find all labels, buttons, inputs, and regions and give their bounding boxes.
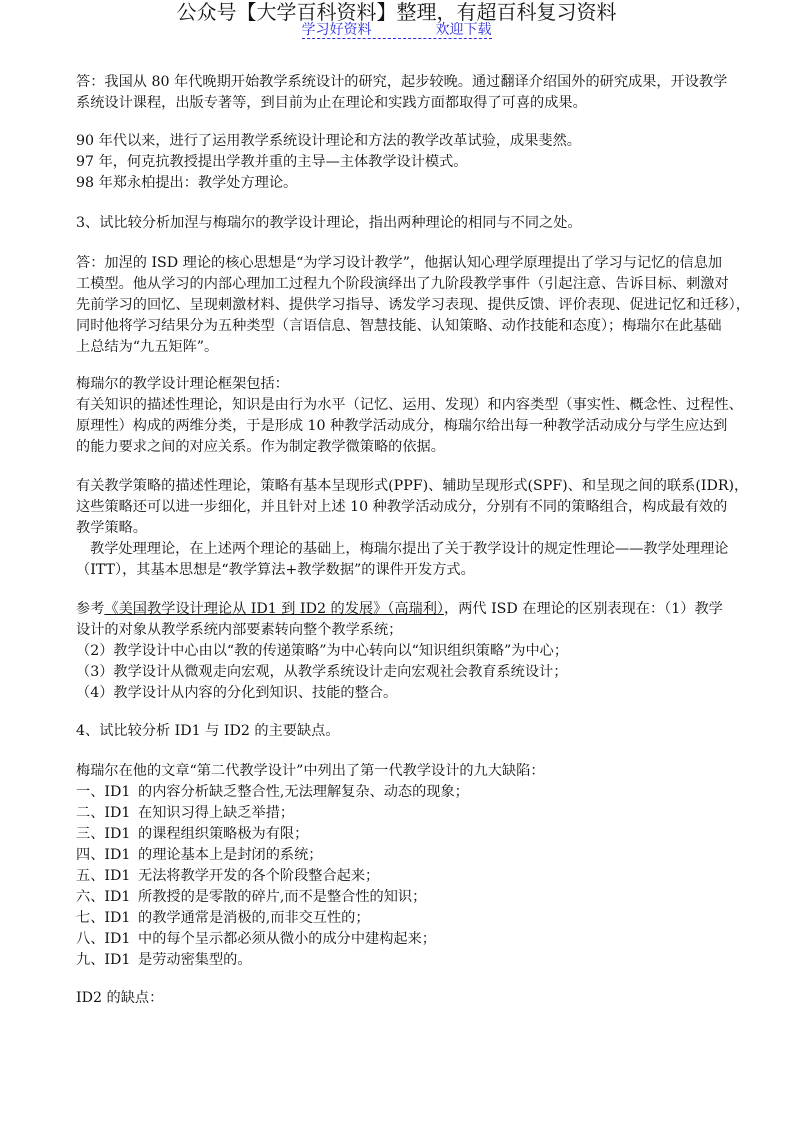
link-right: 欢迎下载 [435,22,492,38]
text-line: 有关教学策略的描述性理论，策略有基本呈现形式(PPF)、辅助呈现形式(SPF)、和呈现之间的联系(IDR)， [76,478,749,494]
list-text: 的内容分析缺乏整合性,无法理解复杂、动态的现象； [138,784,469,800]
text-line: 原理性）构成的两维分类，于是形成 10 种教学活动成分，梅瑞尔给出每一种教学活动成分与学生应达到 [76,418,728,434]
reference-suffix: ，两代 ISD 在理论的区别表现在：（1）教学 [444,601,723,617]
text-line: （4）教学设计从内容的分化到知识、技能的整合。 [76,685,398,701]
header-link[interactable] [302,22,492,39]
list-label: 七、ID1 [76,910,131,926]
list-label: 一、ID1 [76,784,131,800]
question-3: 3、试比较分析加涅与梅瑞尔的教学设计理论，指出两种理论的相同与不同之处。 [76,215,582,231]
list-item [76,866,736,887]
list-label: 二、ID1 [76,805,131,821]
text-line: 有关知识的描述性理论，知识是由行为水平（记忆、运用、发现）和内容类型（事实性、概念性、过程性、 [76,397,743,413]
text-line: 梅瑞尔在他的文章“第二代教学设计”中列出了第一代教学设计的九大缺陷： [76,763,545,779]
list-text: 无法将教学开发的各个阶段整合起来； [138,868,380,884]
list-item [76,824,736,845]
list-text: 的课程组织策略极为有限； [138,826,309,842]
list-label: 五、ID1 [76,868,131,884]
list-item [76,845,736,866]
text-line: （3）教学设计从微观走向宏观，从教学系统设计走向宏观社会教育系统设计； [76,664,568,680]
page-header-links [0,21,793,39]
reference-line [76,599,736,620]
list-item [76,782,736,803]
text-line: 上总结为“九五矩阵”。 [76,339,219,355]
text-line: 的能力要求之间的对应关系。作为制定教学微策略的依据。 [76,439,445,455]
text-line: 这些策略还可以进一步细化，并且针对上述 10 种教学活动成分，分别有不同的策略组合，构成最有效的 [76,499,728,515]
text-line: 设计的对象从教学系统内部要素转向整个教学系统； [76,622,403,638]
list-text: 所教授的是零散的碎片,而不是整合性的知识； [138,889,427,905]
list-label: 三、ID1 [76,826,131,842]
document-body [76,72,750,1009]
text-line: （ITT），其基本思想是“教学算法+教学数据”的课件开发方式。 [76,562,475,578]
list-text: 的理论基本上是封闭的系统； [138,847,323,863]
text-line: 答：我国从 80 年代晚期开始教学系统设计的研究，起步较晚。通过翻译介绍国外的研究成果，开设教学 [76,74,728,90]
reference-citation: 《美国教学设计理论从 ID1 到 ID2 的发展》（高瑞利） [104,601,444,617]
page-header-title: 公众号【大学百科资料】整理，有超百科复习资料 [176,0,617,24]
text-line: 系统设计课程，出版专著等，到目前为止在理论和实践方面都取得了可喜的成果。 [76,95,587,111]
list-text: 是劳动密集型的。 [138,952,252,968]
list-item [76,950,736,971]
id2-heading: ID2 的缺点： [76,990,164,1006]
text-line: 教学处理理论，在上述两个理论的基础上，梅瑞尔提出了关于教学设计的规定性理论——教学处理理论 [90,541,729,557]
question-4: 4、试比较分析 ID1 与 ID2 的主要缺点。 [76,723,340,739]
text-line: 工模型。他从学习的内部心理加工过程九个阶段演绎出了九阶段教学事件（引起注意、告诉目标、刺激对 [76,276,729,292]
link-left: 学习好资料 [301,22,372,38]
text-line: 教学策略。 [76,520,147,536]
list-label: 八、ID1 [76,931,131,947]
text-line: 同时他将学习结果分为五种类型（言语信息、智慧技能、认知策略、动作技能和态度）；梅瑞尔在此基础 [76,318,722,334]
reference-prefix: 参考 [76,601,105,617]
text-line: 梅瑞尔的教学设计理论框架包括： [76,376,289,392]
list-text: 在知识习得上缺乏举措； [138,805,295,821]
text-line: 先前学习的回忆、呈现刺激材料、提供学习指导、诱发学习表现、提供反馈、评价表现、促进记忆和迁移）， [76,297,750,313]
list-label: 六、ID1 [76,889,131,905]
text-line: （2）教学设计中心由以“教的传递策略”为中心转向以“知识组织策略”为中心； [76,643,569,659]
list-label: 四、ID1 [76,847,131,863]
list-item [76,929,736,950]
text-line: 98 年郑永柏提出：教学处方理论。 [76,175,298,191]
text-line: 97 年，何克抗教授提出学教并重的主导—主体教学设计模式。 [76,154,468,170]
text-line: 90 年代以来，进行了运用教学系统设计理论和方法的教学改革试验，成果斐然。 [76,133,581,149]
text-line: 答：加涅的 ISD 理论的核心思想是“为学习设计教学”，他据认知心理学原理提出了学习与记忆的信息加 [76,255,723,271]
list-item [76,803,736,824]
list-label: 九、ID1 [76,952,131,968]
list-text: 中的每个呈示都必须从微小的成分中建构起来； [138,931,436,947]
list-item [76,887,736,908]
list-item [76,908,736,929]
list-text: 的教学通常是消极的,而非交互性的； [138,910,370,926]
